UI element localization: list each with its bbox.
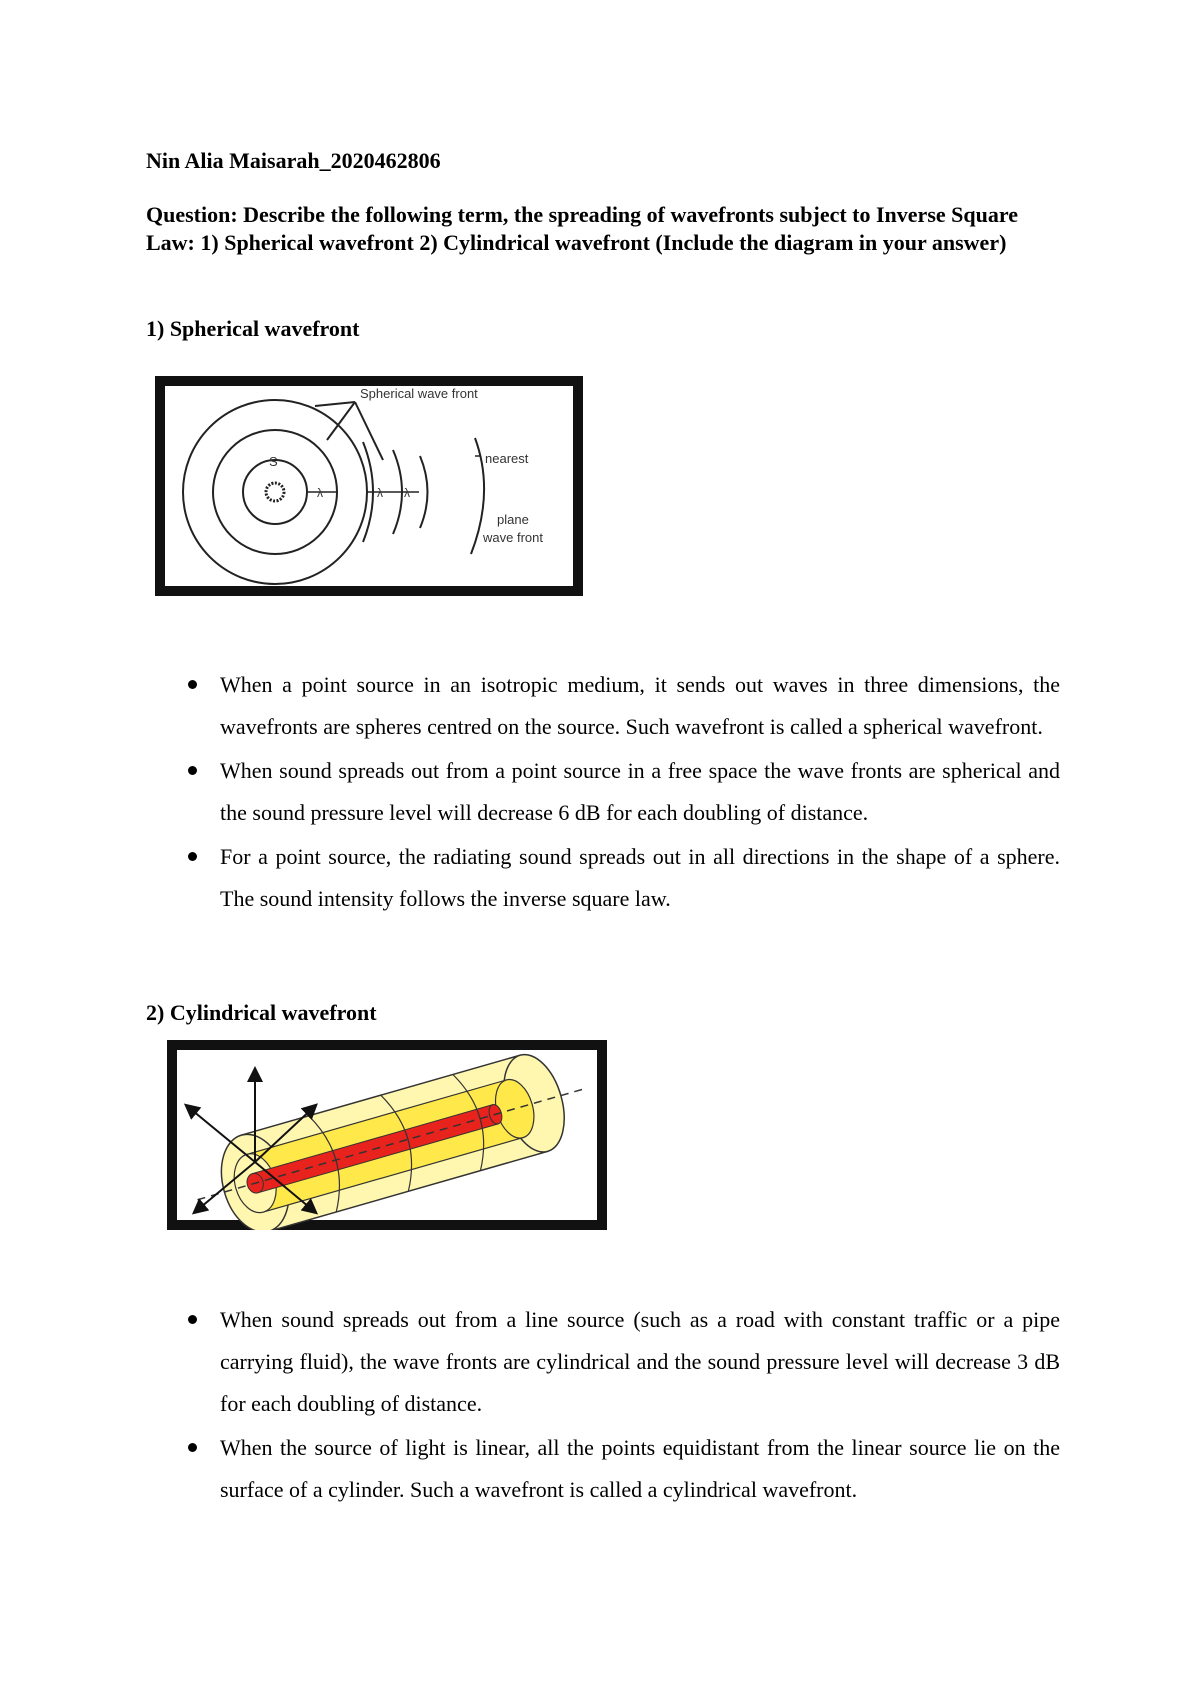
section-heading-cylindrical: 2) Cylindrical wavefront bbox=[146, 1000, 377, 1025]
section-heading-spherical: 1) Spherical wavefront bbox=[146, 316, 360, 341]
figure-label-spherical-wave-front: Spherical wave front bbox=[360, 386, 478, 401]
question-text: Question: Describe the following term, the spreading of wavefronts subject to Inverse Square Law: 1) Spherical wavefront 2) Cylindrical wavefront (Include the diagram in your answer) bbox=[146, 202, 1018, 255]
spherical-bullet-list bbox=[180, 664, 1060, 922]
figure-label-source: S bbox=[269, 454, 278, 469]
figure-label-wave-front: wave front bbox=[483, 530, 543, 545]
figure-label-lambda-3: λ bbox=[404, 486, 410, 500]
list-item: When a point source in an isotropic medium, it sends out waves in three dimensions, the wavefronts are spheres centred on the source. Such wavefront is called a spherical wavefront. bbox=[180, 664, 1060, 748]
cylindrical-wavefront-diagram bbox=[167, 1040, 607, 1230]
figure-label-lambda-1: λ bbox=[317, 486, 323, 500]
list-item: When sound spreads out from a line source (such as a road with constant traffic or a pipe carrying fluid), the wave fronts are cylindrical and the sound pressure level will decrease 3 dB for each doubling of distance. bbox=[180, 1299, 1060, 1425]
list-item: When the source of light is linear, all the points equidistant from the linear source lie on the surface of a cylinder. Such a wavefront is called a cylindrical wavefront. bbox=[180, 1427, 1060, 1511]
figure-label-nearest: nearest bbox=[485, 451, 529, 466]
figure-label-plane: plane bbox=[497, 512, 529, 527]
list-item: When sound spreads out from a point source in a free space the wave fronts are spherical and the sound pressure level will decrease 6 dB for each doubling of distance. bbox=[180, 750, 1060, 834]
figure-label-lambda-2: λ bbox=[377, 486, 383, 500]
spherical-wavefront-diagram bbox=[155, 376, 583, 596]
cylindrical-bullet-list bbox=[180, 1299, 1060, 1513]
author-line: Nin Alia Maisarah_2020462806 bbox=[146, 148, 441, 173]
list-item: For a point source, the radiating sound spreads out in all directions in the shape of a sphere. The sound intensity follows the inverse square law. bbox=[180, 836, 1060, 920]
